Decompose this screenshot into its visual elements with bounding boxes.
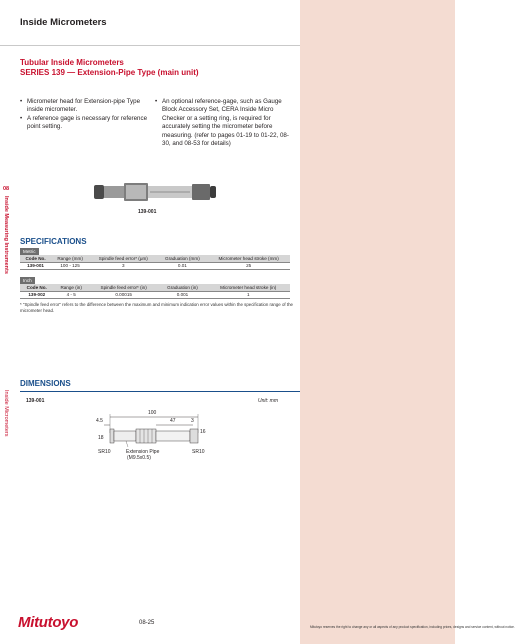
table-cell: 0.01 bbox=[157, 262, 207, 269]
side-tab-number: 08 bbox=[3, 186, 10, 192]
column-header: Micrometer head stroke (in) bbox=[207, 284, 290, 291]
side-tab bbox=[0, 186, 14, 286]
table-cell: 1 bbox=[207, 291, 290, 298]
dim-3-label: 3 bbox=[191, 418, 194, 424]
page-number: 08-25 bbox=[139, 620, 155, 626]
column-header: Spindle feed error* (in) bbox=[89, 284, 159, 291]
dim-thread-label: (M9.5x0.5) bbox=[127, 455, 151, 461]
column-header: Range (mm) bbox=[51, 255, 89, 262]
column-header: Code No. bbox=[20, 284, 54, 291]
metric-tag: Metric bbox=[20, 248, 39, 255]
table-cell: 0.001 bbox=[158, 291, 206, 298]
table-cell: 4 - 5 bbox=[54, 291, 89, 298]
column-header: Micrometer head stroke (mm) bbox=[207, 255, 290, 262]
column-header: Graduation (in) bbox=[158, 284, 206, 291]
mitutoyo-logo: Mitutoyo bbox=[18, 614, 79, 631]
table-header-row bbox=[20, 255, 290, 262]
dim-16-label: 16 bbox=[200, 429, 206, 435]
dim-sr-right-label: SR10 bbox=[192, 449, 205, 455]
features-right bbox=[155, 98, 295, 148]
dimensions-code: 139-001 bbox=[26, 398, 45, 404]
dimensions-heading: DIMENSIONS bbox=[20, 379, 71, 388]
feature-item: • A reference gage is necessary for reference point setting. bbox=[20, 115, 150, 132]
side-tab-label-secondary: Inside Micrometers bbox=[3, 390, 9, 437]
micrometer-product-image bbox=[90, 172, 220, 212]
product-title-line2: SERIES 139 — Extension-Pipe Type (main unit) bbox=[20, 68, 199, 77]
table-row bbox=[20, 291, 290, 298]
product-image-caption: 139-001 bbox=[138, 209, 157, 215]
feature-item: • An optional reference-gage, such as Gauge Block Accessory Set, CERA Inside Micro Checker or a setting ring, is required for accurately setting the micrometer before measuring. (refer to pages 01-19 to 01-22, 08-30, and 08-53 for details) bbox=[155, 98, 295, 148]
table-cell: 139-002 bbox=[20, 291, 54, 298]
table-header-row bbox=[20, 284, 290, 291]
table-row bbox=[20, 262, 290, 269]
product-title-line1: Tubular Inside Micrometers bbox=[20, 58, 124, 67]
inch-tag: Inch bbox=[20, 277, 35, 284]
dim-18-label: 18 bbox=[98, 435, 104, 441]
dimensions-unit: Unit: mm bbox=[258, 398, 278, 404]
features-left bbox=[20, 98, 150, 132]
table-cell: 3 bbox=[89, 262, 157, 269]
column-header: Graduation (mm) bbox=[157, 255, 207, 262]
dim-pipe-label: Extension Pipe bbox=[126, 449, 160, 455]
table-cell: 100 - 125 bbox=[51, 262, 89, 269]
inch-spec-table bbox=[20, 284, 290, 299]
dimensions-divider bbox=[20, 391, 300, 392]
column-header: Spindle feed error* (μm) bbox=[89, 255, 157, 262]
column-header: Range (in) bbox=[54, 284, 89, 291]
product-title bbox=[20, 58, 199, 78]
footer-disclaimer: Mitutoyo reserves the right to change any or all aspects of any product specification, including prices, designs and service content, without notice. bbox=[310, 625, 515, 629]
dim-sr-left-label: SR10 bbox=[98, 449, 111, 455]
table-cell: 0.00015 bbox=[89, 291, 159, 298]
dim-47-label: 47 bbox=[170, 418, 176, 424]
side-tab-label: Inside Measuring Instruments bbox=[3, 196, 9, 274]
metric-spec-table bbox=[20, 255, 290, 270]
page-heading: Inside Micrometers bbox=[20, 17, 107, 28]
dimension-drawing bbox=[80, 403, 220, 473]
dim-total-label: 100 bbox=[148, 410, 157, 416]
dim-4-5-label: 4.5 bbox=[96, 418, 103, 424]
right-margin-panel bbox=[300, 0, 515, 644]
specifications-heading: SPECIFICATIONS bbox=[20, 237, 87, 246]
feature-item: • Micrometer head for Extension-pipe Type inside micrometer. bbox=[20, 98, 150, 115]
column-header: Code No. bbox=[20, 255, 51, 262]
table-cell: 139-001 bbox=[20, 262, 51, 269]
table-cell: 25 bbox=[207, 262, 290, 269]
spec-footnote: * "Spindle feed error" refers to the difference between the maximum and minimum indication error values within the specification range of the micrometer head. bbox=[20, 302, 293, 313]
